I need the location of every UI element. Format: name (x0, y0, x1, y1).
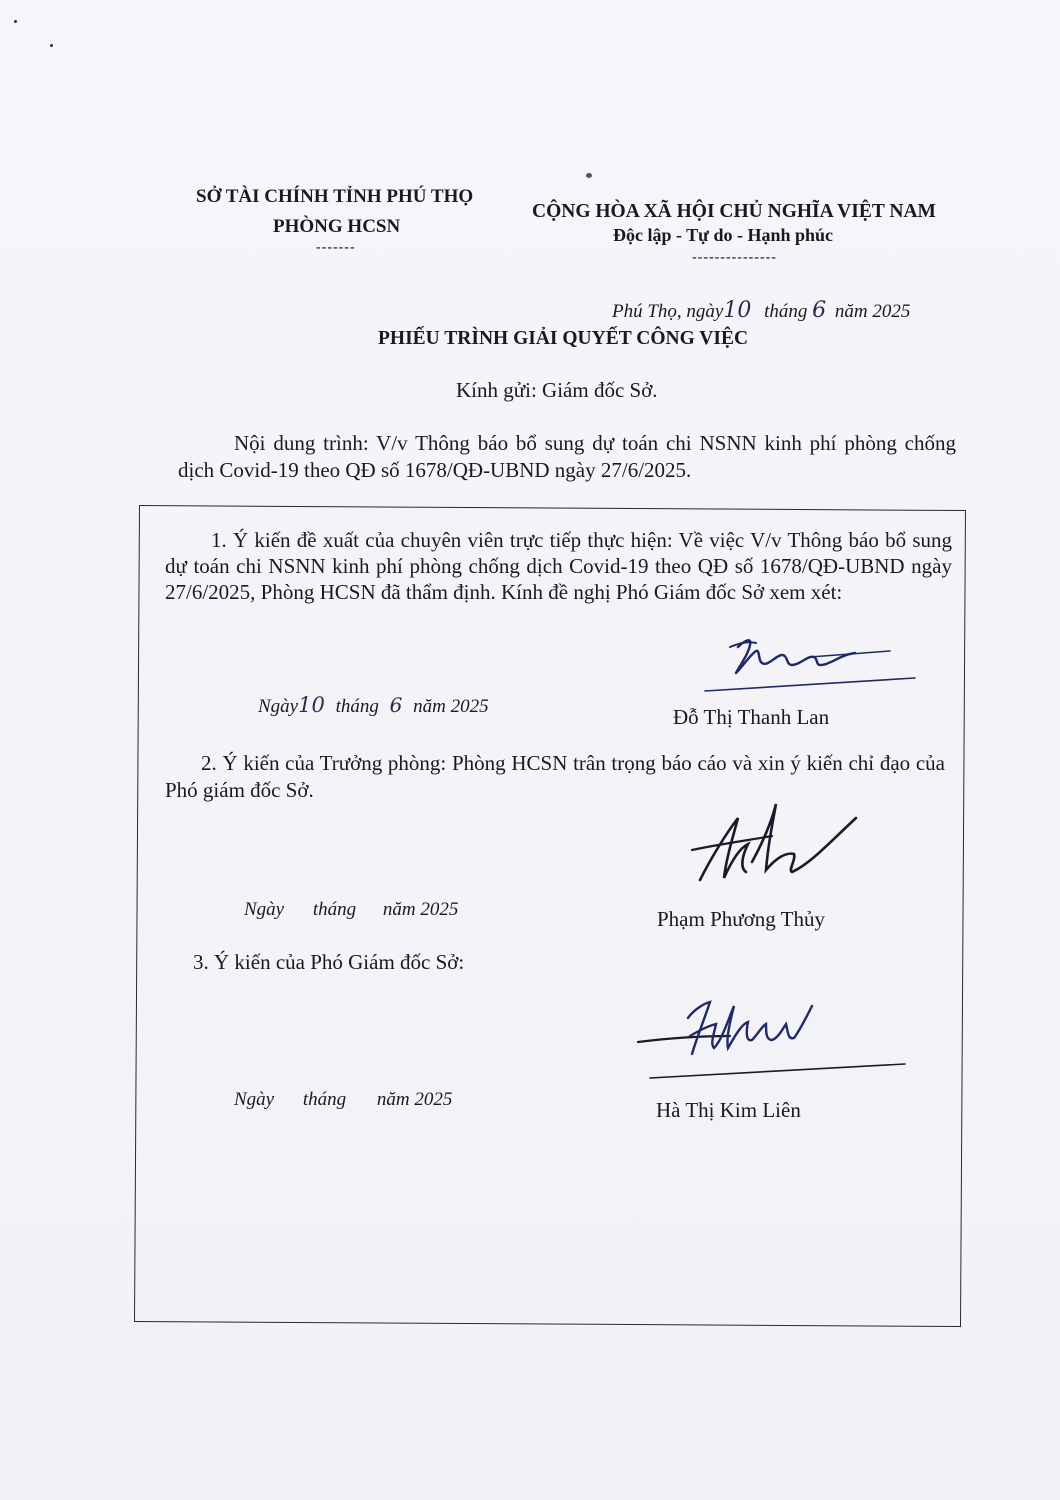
section1-signer: Đỗ Thị Thanh Lan (673, 705, 830, 729)
section2-date-year: năm 2025 (382, 899, 459, 920)
section1-date-day: 10 (298, 693, 325, 717)
section3-date (234, 1089, 452, 1111)
section1-date (258, 693, 489, 718)
document-title: PHIẾU TRÌNH GIẢI QUYẾT CÔNG VIỆC (378, 328, 749, 349)
scan-speck (14, 20, 17, 23)
signature-do-thi-thanh-lan (690, 625, 920, 695)
nation-title: CỘNG HÒA XÃ HỘI CHỦ NGHĨA VIỆT NAM (532, 201, 936, 222)
department-name: PHÒNG HCSN (273, 216, 401, 237)
section2-date-day: Ngày (244, 899, 285, 920)
document-date (612, 298, 910, 323)
section2-signer: Phạm Phương Thủy (657, 907, 825, 931)
header-left-rule: ------- (316, 240, 356, 255)
date-month-handwritten: 6 (812, 298, 827, 323)
submission-content: Nội dung trình: V/v Thông báo bổ sung dự toán chi NSNN kinh phí phòng chống dịch Covid-19 theo QĐ số 1678/QĐ-UBND ngày 27/6/2025. (178, 431, 956, 482)
section3-signer: Hà Thị Kim Liên (656, 1098, 801, 1122)
section2-text: 2. Ý kiến của Trưởng phòng: Phòng HCSN trân trọng báo cáo và xin ý kiến chỉ đạo của Phó giám đốc Sở. (165, 751, 945, 802)
scan-speck (586, 173, 592, 178)
agency-name: SỞ TÀI CHÍNH TỈNH PHÚ THỌ (196, 186, 474, 207)
date-year-label: năm 2025 (834, 301, 911, 322)
section1-date-prefix: Ngày (258, 696, 299, 717)
date-day-handwritten: 10 (723, 298, 752, 323)
date-month-label: tháng (764, 301, 808, 322)
section2-date (244, 899, 458, 921)
scan-speck (50, 44, 53, 47)
section1-text: 1. Ý kiến đề xuất của chuyên viên trực tiếp thực hiện: Về việc V/v Thông báo bổ sung dự toán chi NSNN kinh phí phòng chống dịch Covid-19 theo QĐ số 1678/QĐ-UBND ngày 27/6/2025, Phòng HCSN đã thẩm định. Kính đề nghị Phó Giám đốc Sở xem xét: (165, 528, 952, 604)
signature-pham-phuong-thuy (680, 800, 860, 890)
national-motto: Độc lập - Tự do - Hạnh phúc (613, 225, 834, 245)
section3-text: 3. Ý kiến của Phó Giám đốc Sở: (193, 950, 465, 974)
section2-date-month: tháng (312, 899, 357, 920)
recipient-line: Kính gửi: Giám đốc Sở. (456, 378, 658, 402)
section1-date-year: năm 2025 (413, 696, 489, 717)
header-right-rule: --------------- (692, 250, 777, 265)
section3-date-day: Ngày (234, 1089, 275, 1110)
section3-date-month: tháng (302, 1089, 347, 1110)
section1-date-month: 6 (389, 693, 403, 717)
section1-date-month-label: tháng (335, 696, 379, 717)
date-place: Phú Thọ, ngày (612, 301, 724, 322)
signature-ha-thi-kim-lien (630, 990, 910, 1080)
section3-date-year: năm 2025 (376, 1089, 453, 1110)
